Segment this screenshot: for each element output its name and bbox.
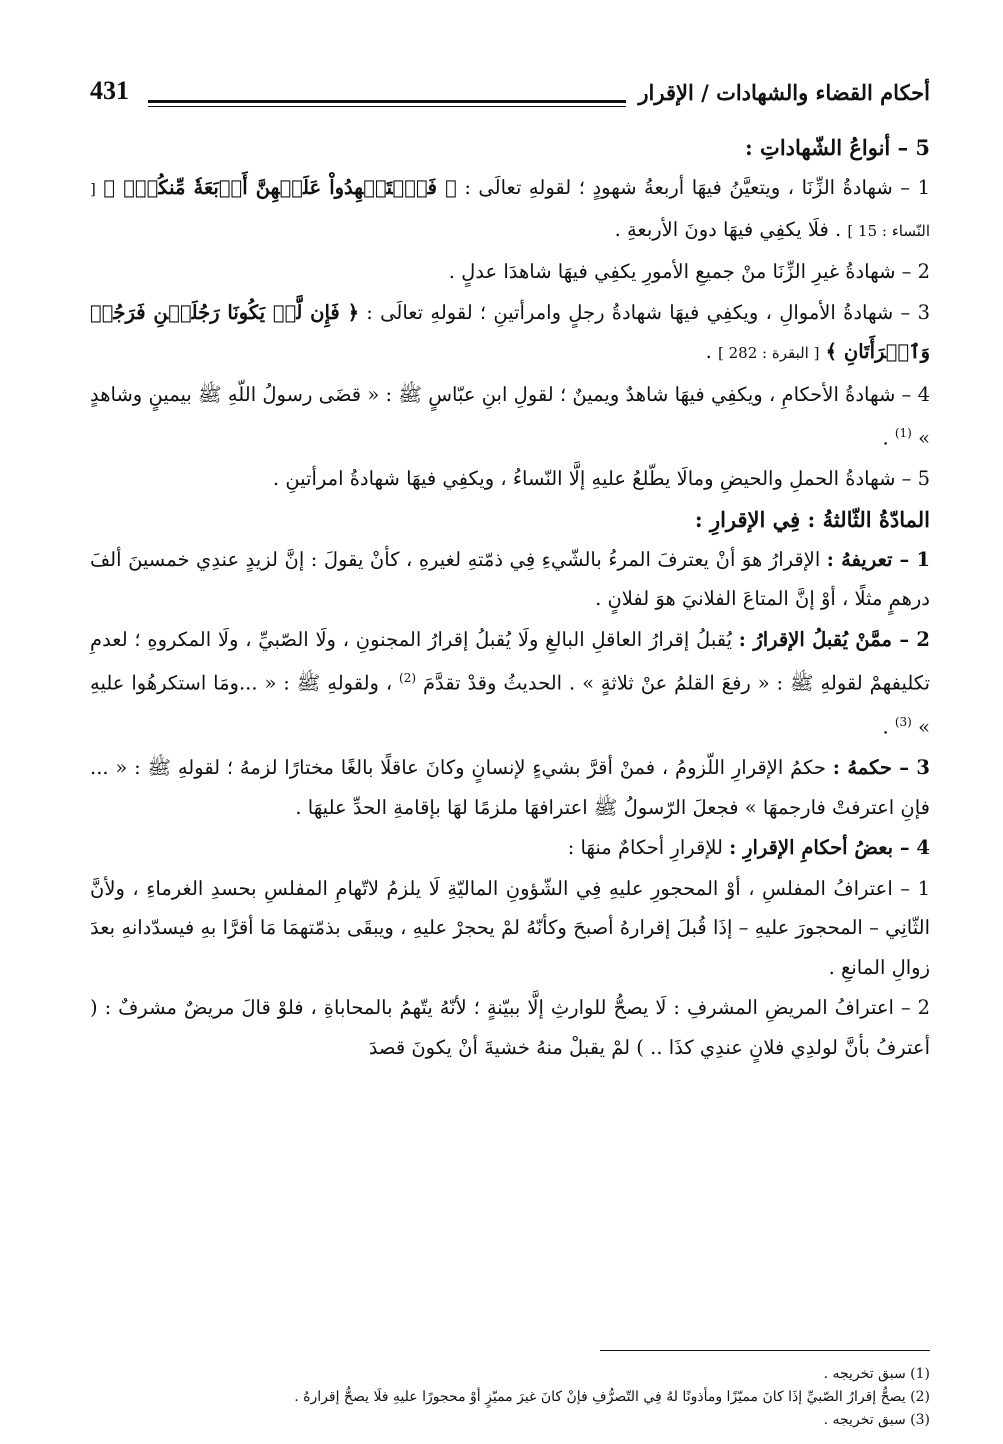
page-number: 431 [90,76,129,105]
text-run: 4 – شهادةُ الأحكامِ ، ويكفِي فيهَا شاهدٌ ويمينٌ ؛ لقولِ ابنِ عبّاسٍ ﷺ : « قضَى رسولُ اللّهِ ﷺ بيمينٍ وشاهدٍ » [90,382,930,450]
header-rule [148,100,626,107]
text-run: 1 – شهادةُ الزِّنَا ، ويتعيَّنُ فيهَا أربعةُ شهودٍ ؛ لقولهِ تعالَى : [456,176,930,199]
paragraph-zina [90,168,930,251]
paragraph-some-rulings [90,828,930,868]
text-run: . [705,340,718,363]
paragraph-other: 2 – شهادةُ غيرِ الزِّنَا منْ جميعِ الأمورِ يكفِي فيهَا شاهدَا عدلٍ . [448,260,930,283]
footnote: (3) سبق تخريجه . [823,1412,930,1428]
footnotes [90,1350,930,1432]
text-run: حكمُ الإقرارِ اللّزومُ ، فمنْ أقرَّ بشيءٍ لإنسانٍ وكانَ عاقلًا بالغًا مختارًا لزمهُ ؛ لقولهِ ﷺ : « ... فإنِ اعترفتْ فارجمهَا » فجعلَ الرّسولُ ﷺ اعترافهَا ملزمًا لهَا بإقامةِ الحدِّ عليهَا . [90,756,930,819]
book-page [90,60,930,1430]
text-run: . [882,426,895,450]
paragraph-accepted [90,620,930,748]
verse-reference: [ البقرة : 282 ] [718,344,820,362]
text-run: للإقرارِ أحكامٌ منهَا : [567,836,730,859]
paragraph-ruling [90,748,930,827]
footnote-ref[interactable]: (1) [894,426,912,440]
term-label: 4 – بعضُ أحكامِ الإقرارِ : [729,836,930,859]
running-title: أحكام القضاء والشهادات / الإقرار [638,80,930,105]
text-run: . [882,715,895,739]
paragraph-women: 5 – شهادةُ الحملِ والحيضِ ومالَا يطّلعُ عليهِ إلَّا النّساءُ ، ويكفِي فيهَا شهادةُ امرأتينِ . [272,467,930,490]
term-label: 3 – حكمهُ : [832,756,930,779]
footnote-rule [600,1350,930,1351]
paragraph-sick: 2 – اعترافُ المريضِ المشرفِ : لَا يصحُّ للوارثِ إلَّا ببيّنةٍ ؛ لأنّهُ يتّهمُ بالمحاباةِ ، فلوْ قالَ مريضٌ مشرفٌ : ( أعترفُ بأنَّ لولدِي فلانٍ عندِي كذَا .. ) لمْ يقبلْ منهُ خشيةَ أنْ يكونَ قصدَ [90,996,930,1059]
paragraph-money [90,293,930,374]
term-label: 1 – تعريفهُ : [826,547,931,571]
verse-reference: [ النّساء : 15 ] [90,180,930,240]
section-heading-types: 5 – أنواعُ الشّهاداتِ : [744,135,930,160]
footnote-ref[interactable]: (2) [399,671,417,685]
term-label: 2 – ممَّنْ يُقبلُ الإقرارُ : [738,627,930,651]
text-run: يُقبلُ إقرارُ العاقلِ البالغِ ولَا يُقبلُ إقرارُ المجنونِ ، ولَا الصّبيِّ ، ولَا المكروهِ ؛ لعدمِ تكليفهمْ لقولهِ ﷺ : « رفعَ القلمُ عنْ ثلاثةٍ » . الحديثُ وقدْ تقدَّمَ [90,627,931,695]
paragraph-rulings [90,375,930,459]
footnote-ref[interactable]: (3) [894,715,912,729]
text-run: ، ولقولهِ ﷺ : « ...ومَا استكرهُوا عليهِ » [90,671,930,739]
paragraph-definition [90,540,930,619]
quran-verse: ﴿ فَإِن لَّمۡ يَكُونَا رَجُلَيۡنِ فَرَجُلٞ وَٱمۡرَأَتَانِ ﴾ [90,300,930,363]
footnote: (2) يصحُّ إقرارُ الصّبيِّ إذَا كانَ مميّزًا ومأذونًا لهُ فِي التّصرُّفِ فإنْ كانَ غيرَ مميّزٍ أوْ محجورًا عليهِ فلَا يصحُّ إقرارهُ . [294,1389,930,1405]
text-run: الإقرارُ هوَ أنْ يعترفَ المرءُ بالشّيءِ فِي ذمّتهِ لغيرهِ ، كأنْ يقولَ : إنَّ لزيدٍ عندِي خمسينَ ألفَ درهمٍ مثلًا ، أوْ إنَّ المتاعَ الفلانيَ هوَ لفلانٍ . [90,547,930,610]
page-header [90,74,930,114]
text-run: . فلَا يكفِي فيهَا دونَ الأربعةِ . [614,217,848,241]
main-text [90,128,930,1068]
article-heading: المادّةُ الثّالثةُ : فِي الإقرارِ : [694,506,930,532]
text-run: 3 – شهادةُ الأموالِ ، ويكفِي فيهَا شهادةُ رجلٍ وامرأتينِ ؛ لقولهِ تعالَى : [359,300,930,324]
paragraph-bankrupt: 1 – اعترافُ المفلسِ ، أوْ المحجورِ عليهِ فِي الشّؤونِ الماليّةِ لَا يلزمُ لاتّهامِ المفلسِ بحسدِ الغرماءِ ، ولأنَّ الثّانِي – المحجورَ عليهِ – إذَا قُبلَ إقرارهُ أصبحَ وكأنّهُ لمْ يحجرْ عليهِ ، ويبقَى بذمّتهمَا مَا أقرَّا بهِ فيسدّدانهِ بعدَ زوالِ المانعِ . [90,876,930,979]
quran-verse: ﴿ فَٱسۡتَشۡهِدُواْ عَلَيۡهِنَّ أَرۡبَعَةٗ مِّنكُمۡۖ ﴾ [103,176,457,199]
footnote: (1) سبق تخريجه . [823,1366,930,1382]
